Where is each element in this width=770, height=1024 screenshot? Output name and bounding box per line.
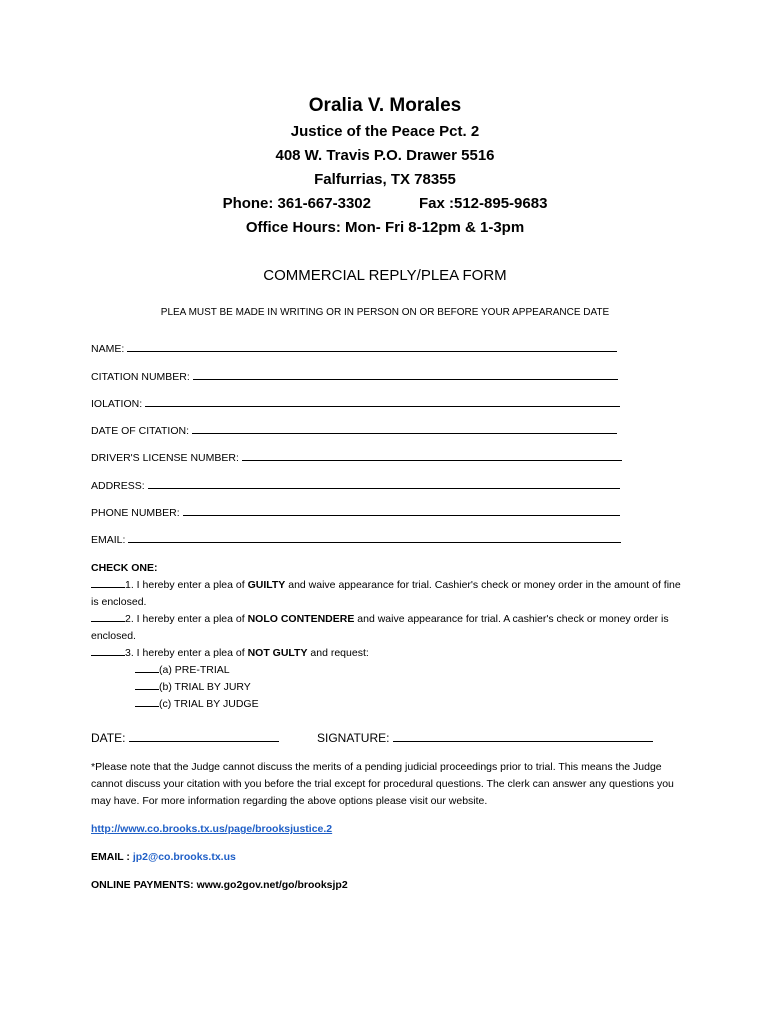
violation-field[interactable]: IOLATION: (91, 397, 620, 410)
name-field[interactable]: NAME: (91, 342, 617, 355)
plea-note: PLEA MUST BE MADE IN WRITING OR IN PERSON ON OR BEFORE YOUR APPEARANCE DATE (160, 307, 610, 318)
date-field[interactable]: DATE: (91, 731, 279, 745)
notice-section (91, 759, 681, 894)
checkbox-judge[interactable] (135, 697, 159, 707)
contact-line (0, 195, 770, 212)
judge-title: Justice of the Peace Pct. 2 (290, 123, 480, 140)
address-field[interactable]: ADDRESS: (91, 479, 620, 492)
office-hours: Office Hours: Mon- Fri 8-12pm & 1-3pm (245, 219, 525, 236)
office-city: Falfurrias, TX 78355 (314, 171, 456, 188)
email-link[interactable]: jp2@co.brooks.tx.us (132, 851, 236, 863)
sub-option-pretrial[interactable]: (a) PRE-TRIAL (91, 662, 681, 679)
checkbox-guilty[interactable] (91, 578, 125, 588)
plea-options (91, 560, 681, 713)
check-one-heading: CHECK ONE: (91, 562, 158, 574)
office-address: 408 W. Travis P.O. Drawer 5516 (275, 147, 495, 164)
citation-number-field[interactable]: CITATION NUMBER: (91, 370, 618, 383)
signature-field[interactable]: SIGNATURE: (317, 731, 653, 745)
sub-option-jury[interactable]: (b) TRIAL BY JURY (91, 679, 681, 696)
plea-option-not-guilty[interactable]: 3. I hereby enter a plea of NOT GULTY and request: (91, 645, 681, 662)
checkbox-not-guilty[interactable] (91, 646, 125, 656)
email-line: EMAIL : jp2@co.brooks.tx.us (91, 851, 236, 863)
plea-option-guilty[interactable]: 1. I hereby enter a plea of GUILTY and waive appearance for trial. Cashier's check or money order in the amount of fine is enclosed. (91, 579, 681, 608)
online-payments: ONLINE PAYMENTS: www.go2gov.net/go/brooksjp2 (91, 879, 348, 891)
website-link[interactable]: http://www.co.brooks.tx.us/page/brooksjustice.2 (91, 823, 333, 835)
notice-text: *Please note that the Judge cannot discuss the merits of a pending judicial proceedings prior to trial. This means the Judge cannot discuss your citation with you before the trial except for procedural questions. The clerk can answer any questions you may have. For more information regarding the above options please visit our website. (91, 761, 674, 807)
judge-name: Oralia V. Morales (308, 95, 462, 116)
drivers-license-field[interactable]: DRIVER'S LICENSE NUMBER: (91, 451, 622, 464)
fax-number: Fax :512-895-9683 (418, 195, 548, 212)
sub-option-judge[interactable]: (c) TRIAL BY JUDGE (91, 696, 681, 713)
plea-option-nolo[interactable]: 2. I hereby enter a plea of NOLO CONTENDERE and waive appearance for trial. A cashier's check or money order is enclosed. (91, 613, 669, 642)
checkbox-nolo[interactable] (91, 612, 125, 622)
form-title: COMMERCIAL REPLY/PLEA FORM (263, 267, 507, 284)
date-of-citation-field[interactable]: DATE OF CITATION: (91, 424, 617, 437)
email-field[interactable]: EMAIL: (91, 533, 621, 546)
phone-number-field[interactable]: PHONE NUMBER: (91, 506, 620, 519)
checkbox-jury[interactable] (135, 680, 159, 690)
phone-number: Phone: 361-667-3302 (222, 195, 371, 212)
checkbox-pretrial[interactable] (135, 663, 159, 673)
